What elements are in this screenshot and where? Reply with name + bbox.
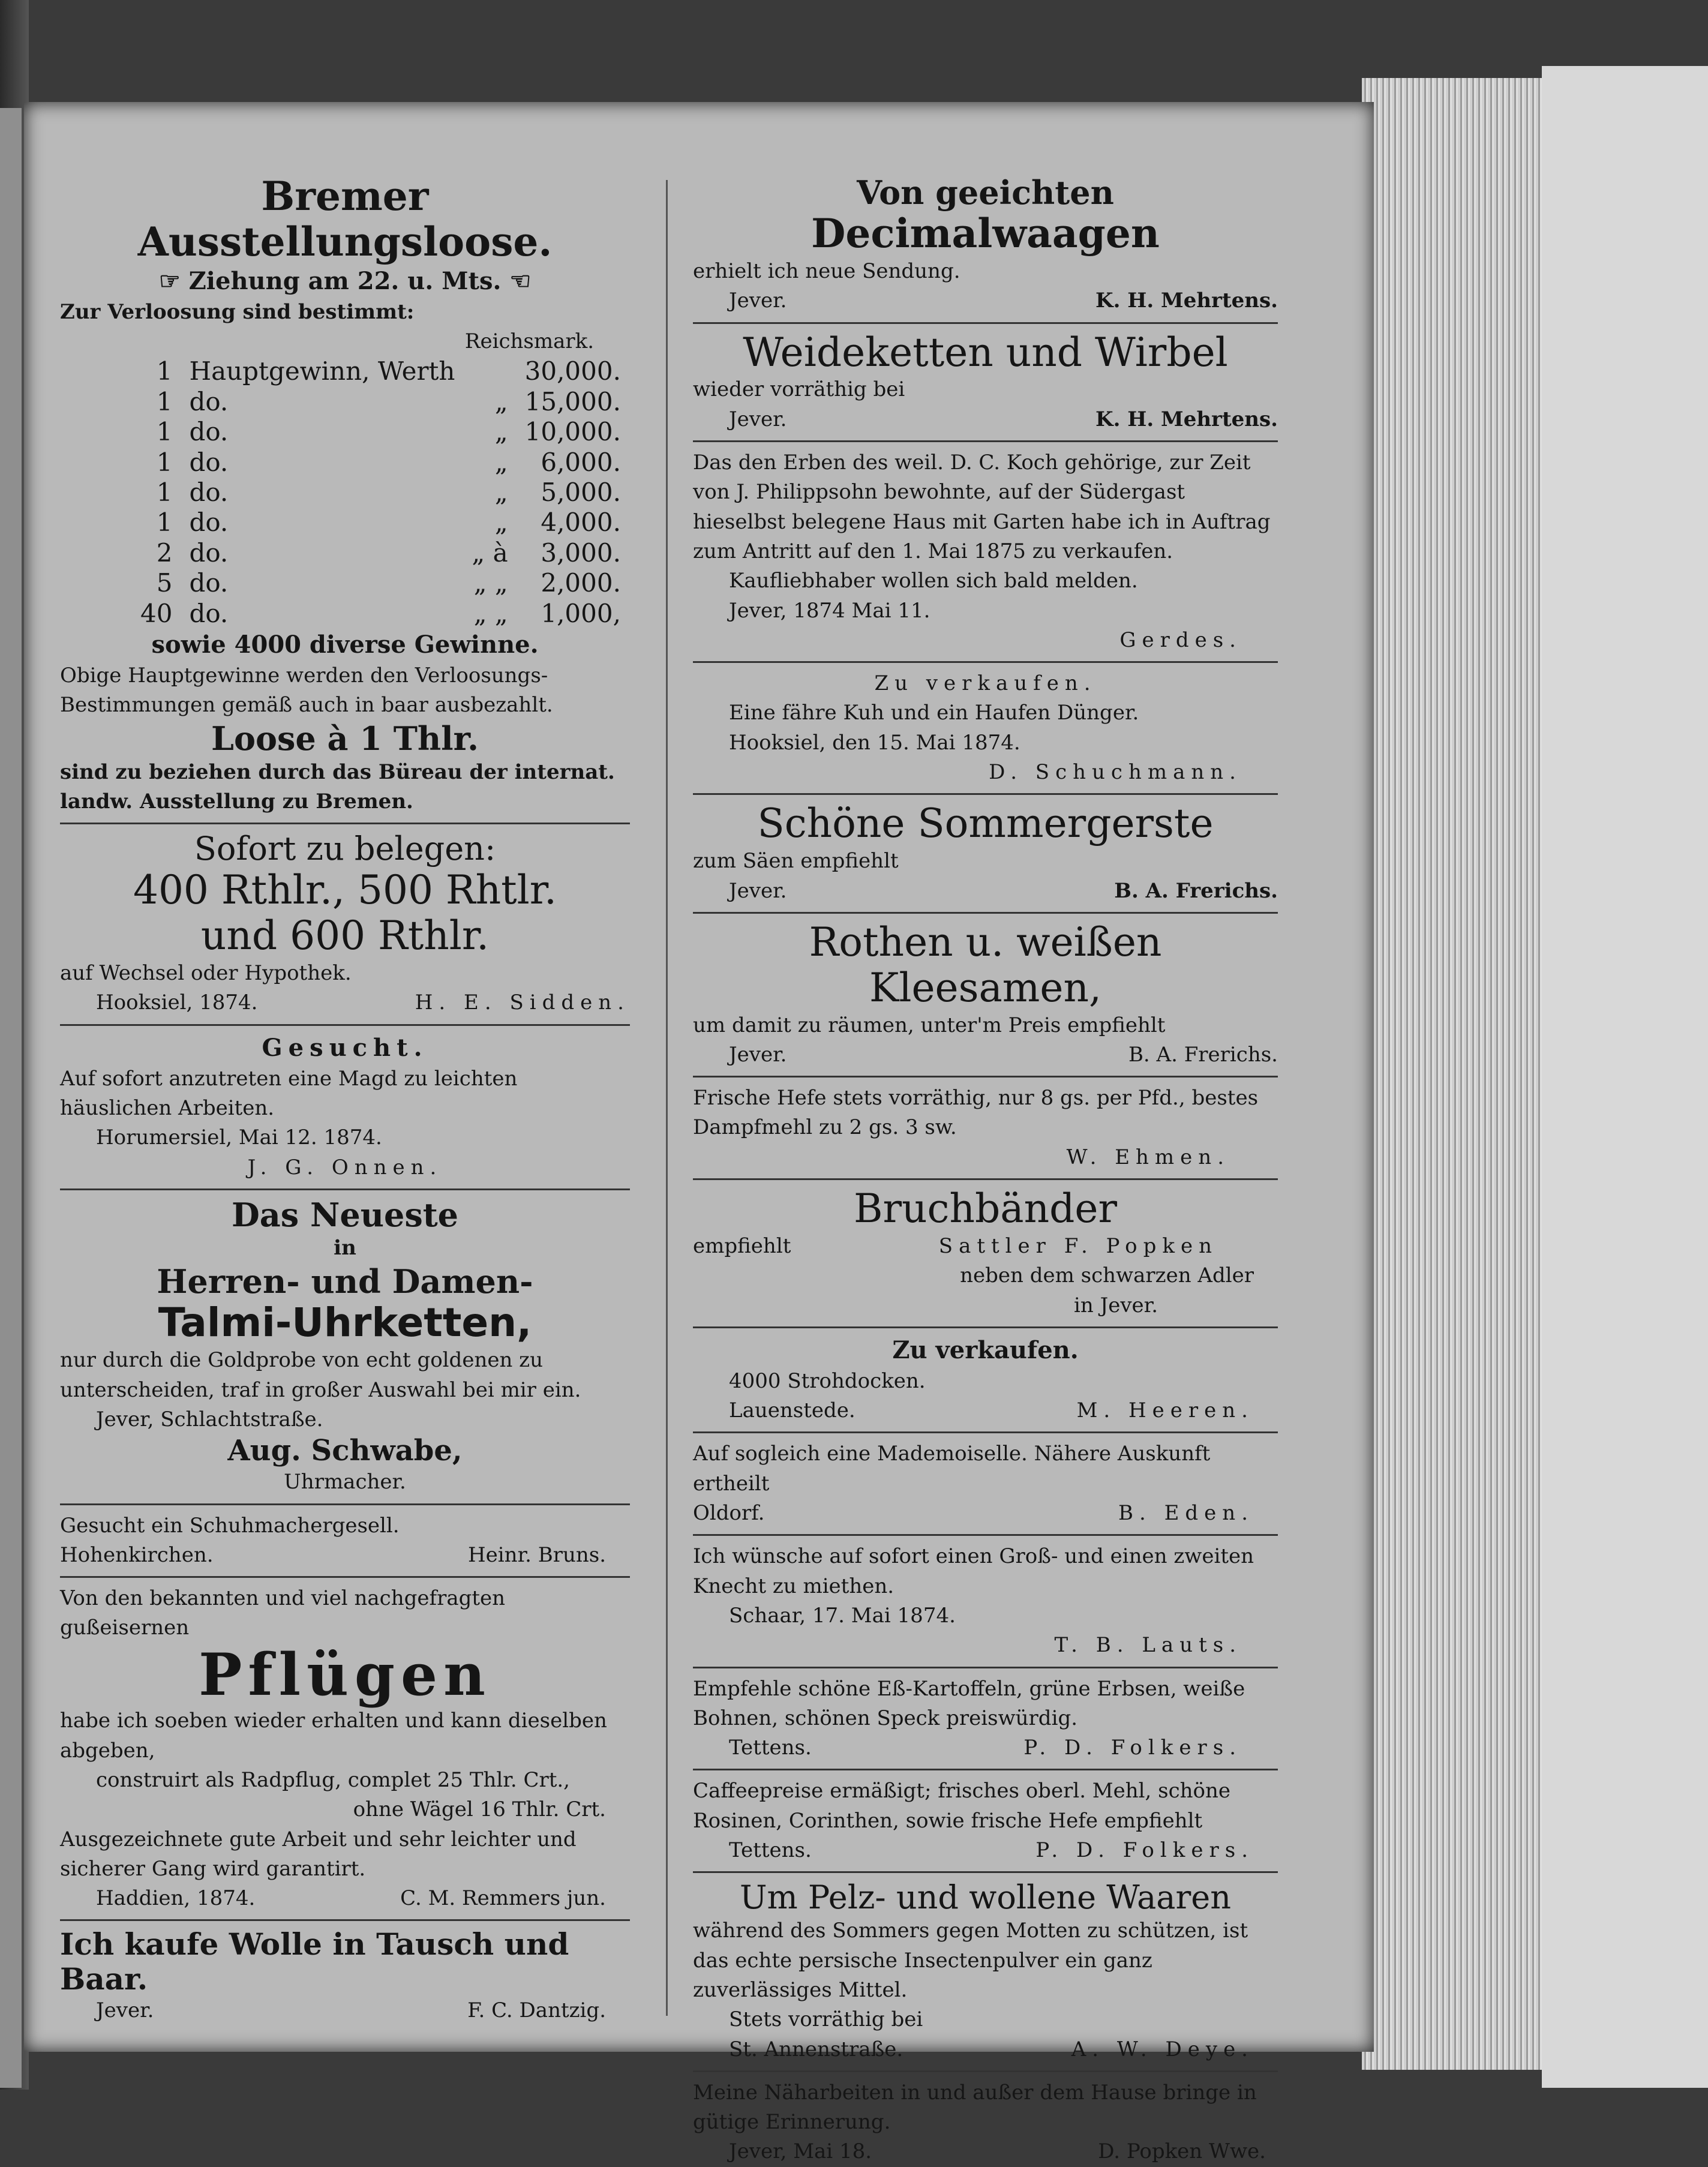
ad-bremer [60, 174, 630, 817]
prize-row [132, 448, 629, 478]
prize-name: do. [189, 477, 229, 507]
address: neben dem schwarzen Adler [960, 1263, 1254, 1288]
place: Tettens. [729, 1736, 812, 1760]
place: Oldorf. [693, 1501, 765, 1526]
ad-text: Von den bekannten und viel nachgefragten gußeisernen [60, 1586, 506, 1640]
place: Jever, Schlachtstraße. [96, 1407, 323, 1431]
signature-line [60, 1884, 630, 1913]
prize-value: 15,000. [524, 386, 621, 416]
ad-pfluegen [60, 1584, 630, 1913]
signature-line [693, 1040, 1278, 1070]
ad-title: Loose à 1 Thlr. [211, 719, 479, 758]
prize-value: 4,000. [541, 508, 621, 538]
ad-text: Das den Erben des weil. D. C. Koch gehörige, zur Zeit von J. Philippsohn bewohnte, auf der Südergast hieselbst belegene Haus mit Garten habe ich in Auftrag zum Antritt auf den 1. Mai 1875 zu verkaufen. [693, 451, 1271, 563]
signature-line [60, 988, 630, 1018]
ad-text: Frische Hefe stets vorräthig, nur 8 gs. per Pfd., bestes Dampfmehl zu 2 gs. 3 sw. [693, 1086, 1259, 1140]
separator [60, 1919, 630, 1921]
ad-mademoiselle [693, 1439, 1278, 1528]
prize-name: do. [189, 386, 229, 416]
ad-text: Gesucht ein Schuhmachergesell. [60, 1513, 400, 1538]
prize-count: 1 [156, 447, 173, 477]
signature-line [60, 1541, 630, 1570]
ad-text: construirt als Radpflug, complet 25 Thlr. Crt., [96, 1767, 570, 1792]
prize-count: 1 [156, 356, 173, 386]
prize-count: 2 [156, 538, 173, 568]
ad-text: erhielt ich neue Sendung. [693, 259, 960, 283]
ad-weide [693, 330, 1278, 434]
separator [60, 1024, 630, 1026]
place: Horumersiel, Mai 12. 1874. [96, 1125, 382, 1150]
prize-mark: „ [494, 417, 508, 447]
address: in Jever. [1074, 1293, 1158, 1317]
ad-title: Sofort zu belegen: [194, 830, 496, 868]
ad-title: Talmi-Uhrketten, [158, 1299, 532, 1346]
ad-text: zum Säen empfiehlt [693, 849, 899, 874]
date: Schaar, 17. Mai 1874. [729, 1603, 956, 1628]
separator [60, 1188, 630, 1190]
place: Haddien, 1874. [96, 1886, 256, 1911]
left-column [60, 174, 630, 2026]
separator [693, 793, 1278, 795]
ad-text: sowie 4000 diverse Gewinne. [151, 630, 539, 659]
signature-line [693, 2137, 1278, 2166]
separator [693, 440, 1278, 442]
separator [693, 1076, 1278, 1078]
signature-line [60, 1996, 630, 2025]
separator [693, 661, 1278, 663]
right-column [693, 174, 1278, 2167]
ad-title: Von geeichten [857, 173, 1114, 212]
place: Jever. [729, 878, 787, 903]
prize-row [132, 599, 629, 629]
separator [693, 1667, 1278, 1668]
ad-amount: 400 Rthlr., 500 Rhtlr. [133, 867, 557, 914]
signature: B. Eden. [1118, 1501, 1254, 1526]
prize-count: 5 [156, 568, 173, 598]
place: Hohenkirchen. [60, 1542, 214, 1567]
prize-mark: „ „ [473, 568, 508, 598]
separator [693, 1178, 1278, 1180]
ad-title: in [334, 1235, 356, 1260]
prize-value: 3,000. [541, 538, 621, 568]
ad-stroh [693, 1334, 1278, 1426]
ad-text: Zur Verloosung sind bestimmt: [60, 299, 415, 324]
prize-mark: „ [494, 508, 508, 538]
ad-text: habe ich soeben wieder erhalten und kann dieselben abgeben, [60, 1709, 607, 1763]
prize-value: 10,000. [524, 417, 621, 447]
prize-name: do. [189, 598, 229, 628]
prize-row [132, 478, 629, 508]
ad-text: auf Wechsel oder Hypothek. [60, 961, 352, 986]
signature-line [693, 286, 1278, 316]
place: St. Annenstraße. [729, 2037, 903, 2061]
signature: J. G. Onnen. [247, 1155, 443, 1179]
ad-title: Rothen u. weißen Kleesamen, [809, 919, 1162, 1011]
ad-text: Eine fähre Kuh und ein Haufen Dünger. [729, 701, 1139, 725]
ad-text: um damit zu räumen, unter'm Preis empfiehlt [693, 1013, 1166, 1037]
ad-gesucht [60, 1032, 630, 1182]
prize-mark: „ [494, 447, 508, 477]
ad-text: 4000 Strohdocken. [729, 1368, 926, 1393]
place: Jever. [96, 1998, 154, 2023]
place: Lauenstede. [729, 1398, 855, 1423]
signature-line [693, 1733, 1278, 1763]
separator [693, 2070, 1278, 2072]
ad-waagen [693, 174, 1278, 316]
signature: P. D. Folkers. [1023, 1736, 1242, 1760]
ad-title: Um Pelz- und wollene Waaren [739, 1878, 1232, 1917]
ad-title: Pflügen [199, 1640, 491, 1709]
separator [693, 1431, 1278, 1433]
prize-value: 2,000. [541, 568, 621, 598]
ad-gerste [693, 801, 1278, 905]
signature: Sattler F. Popken [938, 1233, 1218, 1258]
separator [60, 1503, 630, 1505]
ad-title: Bremer Ausstellungsloose. [137, 173, 553, 265]
ad-text: nur durch die Goldprobe von echt goldenen zu unterscheiden, traf in großer Auswahl bei mir ein. [60, 1348, 581, 1402]
signature: T. B. Lauts. [1054, 1633, 1242, 1658]
prize-name: do. [189, 508, 229, 538]
signature: K. H. Mehrtens. [1095, 289, 1278, 313]
signature: A. W. Deye. [1071, 2037, 1254, 2061]
prize-mark: „ [494, 477, 508, 507]
prize-name: do. [189, 568, 229, 598]
ad-title: Ich kaufe Wolle in Tausch und Baar. [60, 1926, 569, 1997]
book-cover [1542, 66, 1708, 2088]
prize-name: do. [189, 538, 229, 568]
ad-wolle [60, 1927, 630, 2025]
ad-text: ohne Wägel 16 Thlr. Crt. [353, 1797, 606, 1822]
prize-mark: „ „ [473, 598, 508, 628]
ad-sofort [60, 830, 630, 1018]
signature-line [693, 1836, 1278, 1865]
separator [693, 1326, 1278, 1328]
place: Jever. [729, 1042, 787, 1067]
ad-kuh [693, 669, 1278, 787]
place: Jever. [729, 289, 787, 313]
prize-row [132, 356, 629, 386]
signature: B. A. Frerichs. [1114, 878, 1278, 903]
signature: Heinr. Bruns. [468, 1542, 606, 1567]
ad-title: Schöne Sommergerste [757, 800, 1214, 847]
ad-amount: und 600 Rthlr. [200, 913, 490, 959]
signature: M. Heeren. [1076, 1398, 1254, 1423]
ad-text: Auf sofort anzutreten eine Magd zu leichten häuslichen Arbeiten. [60, 1066, 518, 1120]
place: Jever. [729, 407, 787, 431]
prize-table [132, 356, 629, 629]
separator [60, 823, 630, 824]
separator [693, 912, 1278, 914]
separator [60, 1576, 630, 1578]
currency-label: Reichsmark. [464, 329, 594, 354]
ad-caffee [693, 1776, 1278, 1865]
ad-text: Caffeepreise ermäßigt; frisches oberl. Mehl, schöne Rosinen, Corinthen, sowie frische Hefe empfiehlt [693, 1779, 1231, 1833]
prize-value: 30,000. [524, 356, 621, 386]
place: Hooksiel, 1874. [96, 991, 258, 1015]
ad-title: Gesucht. [262, 1033, 428, 1062]
ad-text: wieder vorräthig bei [693, 377, 905, 402]
signature: Aug. Schwabe, [227, 1434, 463, 1468]
ad-text: Obige Hauptgewinne werden den Verloosungs-Bestimmungen gemäß auch in baar ausbezahlt. [60, 663, 553, 718]
column-divider [666, 180, 668, 2016]
ad-klee [693, 920, 1278, 1070]
ad-kartoffeln [693, 1674, 1278, 1763]
signature-line [693, 2035, 1278, 2064]
date: Hooksiel, den 15. Mai 1874. [729, 730, 1020, 755]
date: Jever, Mai 18. [729, 2139, 872, 2164]
ad-text: Ich wünsche auf sofort einen Groß- und einen zweiten Knecht zu miethen. [693, 1544, 1254, 1598]
ad-text: Ausgezeichnete gute Arbeit und sehr leichter und sicherer Gang wird garantirt. [60, 1827, 577, 1881]
ad-knecht [693, 1542, 1278, 1660]
prize-value: 5,000. [541, 477, 621, 507]
ad-talmi [60, 1196, 630, 1497]
ad-title: Herren- und Damen- [157, 1262, 533, 1301]
place: Tettens. [729, 1838, 812, 1863]
ad-naeh [693, 2078, 1278, 2167]
ad-haus [693, 448, 1278, 655]
prize-value: 1,000, [541, 598, 621, 628]
ad-text: Kaufliebhaber wollen sich bald melden. [729, 569, 1138, 593]
signature: P. D. Folkers. [1035, 1838, 1254, 1863]
signature: W. Ehmen. [1066, 1145, 1230, 1169]
ad-text: Auf sogleich eine Mademoiselle. Nähere Auskunft ertheilt [693, 1442, 1211, 1496]
ad-title: Decimalwaagen [811, 210, 1160, 257]
ad-subtitle: ☞ Ziehung am 22. u. Mts. ☜ [158, 266, 532, 295]
prize-mark: „ à [472, 538, 508, 568]
ad-text: während des Sommers gegen Motten zu schützen, ist das echte persische Insectenpulver ein ganz zuverlässiges Mittel. [693, 1919, 1248, 2002]
ad-text: sind zu beziehen durch das Büreau der internat. landw. Ausstellung zu Bremen. [60, 760, 615, 814]
prize-count: 40 [140, 598, 173, 628]
signature: Gerdes. [1119, 628, 1242, 652]
prize-row [132, 538, 629, 568]
ad-text: empfiehlt [693, 1233, 791, 1258]
ad-text: Meine Näharbeiten in und außer dem Hause bringe in gütige Erinnerung. [693, 2080, 1257, 2135]
ad-text: Empfehle schöne Eß-Kartoffeln, grüne Erbsen, weiße Bohnen, schönen Speck preiswürdig. [693, 1676, 1245, 1730]
separator [693, 1769, 1278, 1770]
prize-row [132, 417, 629, 447]
signature: B. A. Frerichs. [1128, 1042, 1278, 1067]
prize-count: 1 [156, 417, 173, 447]
ad-hefe [693, 1084, 1278, 1172]
prize-mark [463, 356, 516, 386]
date: Jever, 1874 Mai 11. [729, 598, 930, 623]
signature: K. H. Mehrtens. [1095, 407, 1278, 431]
signature-line [693, 1499, 1278, 1528]
ad-title: Bruchbänder [854, 1185, 1117, 1232]
prize-mark: „ [494, 386, 508, 416]
signature: C. M. Remmers jun. [400, 1886, 606, 1911]
prize-value: 6,000. [541, 447, 621, 477]
signature-line [693, 1396, 1278, 1425]
separator [693, 322, 1278, 324]
signature: D. Popken Wwe. [1098, 2139, 1266, 2164]
prize-count: 1 [156, 508, 173, 538]
prize-row [132, 568, 629, 598]
separator [693, 1871, 1278, 1873]
prize-row [132, 508, 629, 538]
role: Uhrmacher. [284, 1470, 406, 1494]
ad-title: Zu verkaufen. [874, 671, 1097, 696]
prize-count: 1 [156, 477, 173, 507]
signature: H. E. Sidden. [415, 991, 630, 1015]
ad-title: Weideketten und Wirbel [743, 329, 1228, 376]
ad-text: Stets vorräthig bei [729, 2007, 923, 2032]
signature: F. C. Dantzig. [467, 1998, 606, 2023]
signature-line [693, 877, 1278, 906]
previous-page-edge [0, 108, 22, 2088]
ad-title: Das Neueste [231, 1195, 459, 1234]
prize-count: 1 [156, 386, 173, 416]
signature-line [693, 1232, 1278, 1261]
separator [693, 1534, 1278, 1536]
page-edges [1362, 78, 1542, 2070]
signature-line [693, 405, 1278, 434]
signature: D. Schuchmann. [989, 760, 1242, 785]
prize-name: do. [189, 417, 229, 447]
ad-bruch [693, 1186, 1278, 1320]
prize-row [132, 387, 629, 417]
prize-name: Hauptgewinn, Werth [189, 356, 455, 386]
ad-pelz [693, 1879, 1278, 2064]
ad-title: Zu verkaufen. [892, 1335, 1079, 1364]
ad-schuh [60, 1511, 630, 1571]
prize-name: do. [189, 447, 229, 477]
